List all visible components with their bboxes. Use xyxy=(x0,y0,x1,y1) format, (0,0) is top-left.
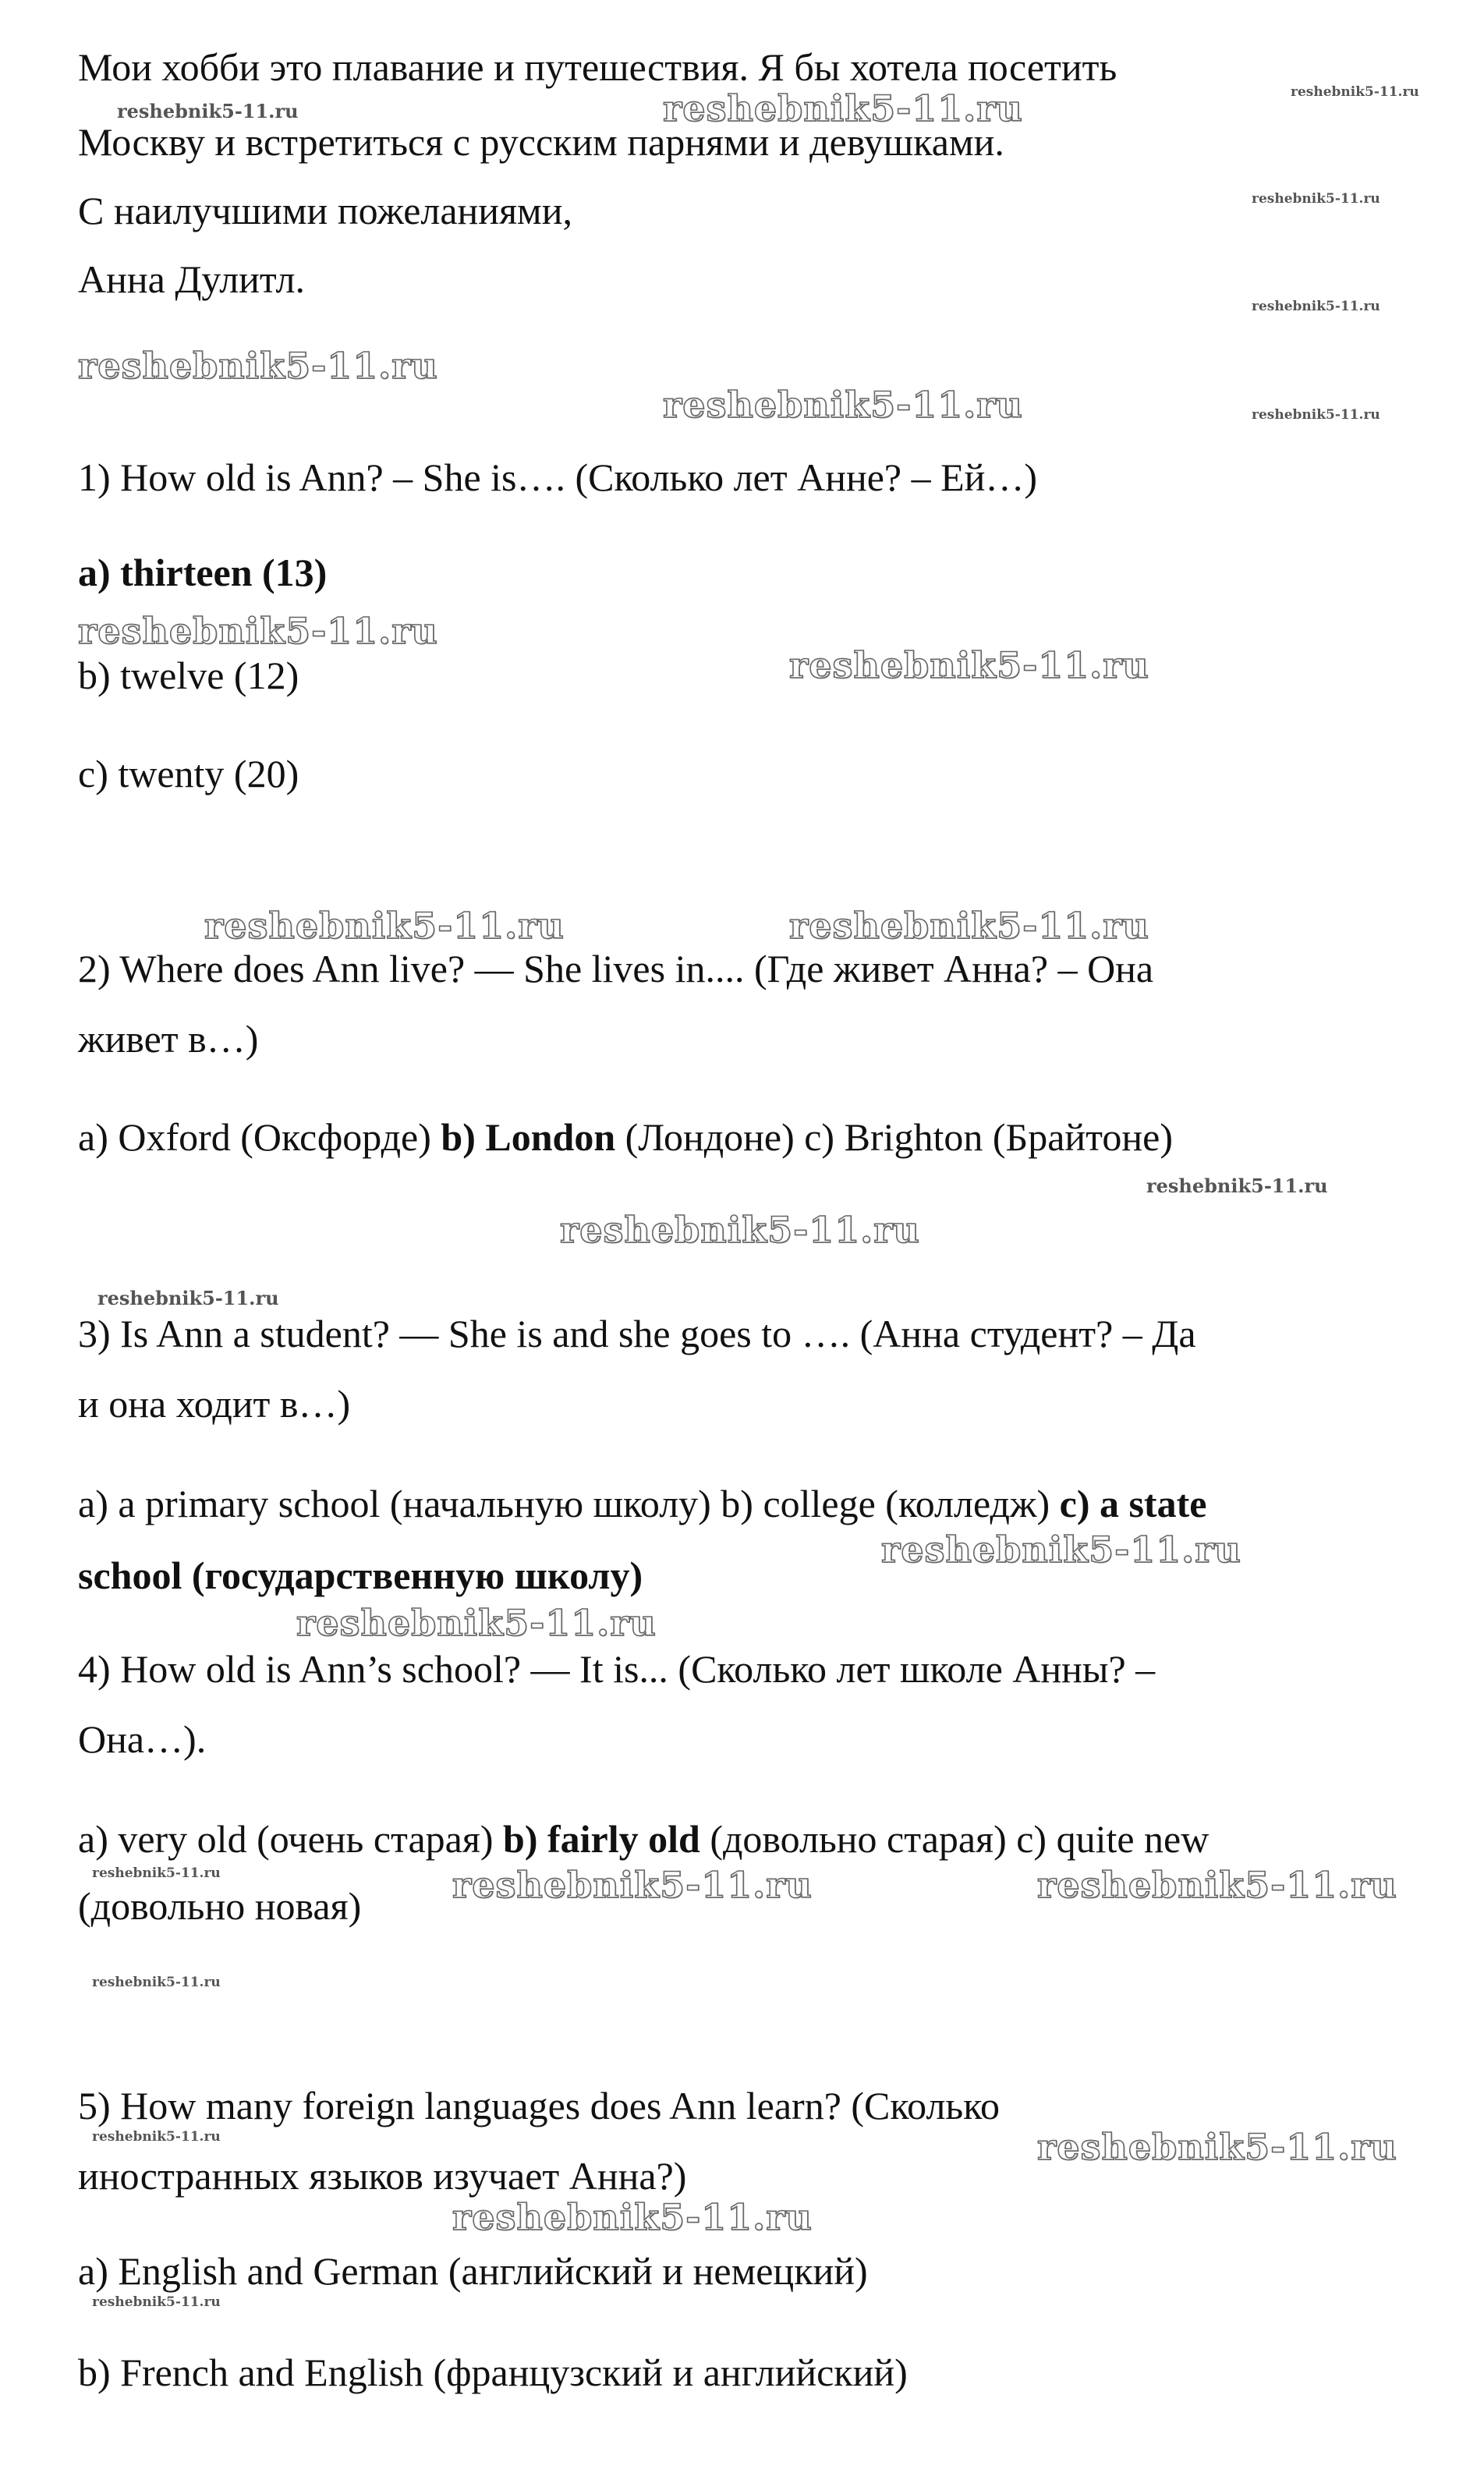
watermark: reshebnik5-11.ru xyxy=(92,1865,221,1881)
watermark: reshebnik5-11.ru xyxy=(560,1209,920,1251)
q4-answer-c-line-2: (довольно новая) xyxy=(78,1884,362,1928)
watermark: reshebnik5-11.ru xyxy=(1252,407,1380,423)
letter-line-2: Москву и встретиться с русским парнями и девушками. xyxy=(78,120,1004,164)
watermark: reshebnik5-11.ru xyxy=(78,610,438,652)
q3-question-line-2: и она ходит в…) xyxy=(78,1382,351,1426)
q5-answer-a: a) English and German (английский и немецкий) xyxy=(78,2249,868,2293)
q3-answer-c-correct: c) a state xyxy=(1059,1482,1207,1525)
q1-answer-b: b) twelve (12) xyxy=(78,654,299,697)
watermark: reshebnik5-11.ru xyxy=(1252,191,1380,207)
watermark: reshebnik5-11.ru xyxy=(204,905,565,947)
letter-signature: Анна Дулитл. xyxy=(78,257,305,301)
q3-answer-c-correct-line-2: school (государственную школу) xyxy=(78,1553,643,1597)
q2-answers xyxy=(78,1103,1173,1171)
q2-question-line-1: 2) Where does Ann live? — She lives in.... (Где живет Анна? – Она xyxy=(78,947,1154,990)
q2-question-line-2: живет в…) xyxy=(78,1017,259,1061)
q1-answer-c: c) twenty (20) xyxy=(78,752,299,795)
watermark: reshebnik5-11.ru xyxy=(1252,299,1380,314)
watermark: reshebnik5-11.ru xyxy=(663,384,1023,426)
watermark: reshebnik5-11.ru xyxy=(1146,1174,1328,1197)
watermark: reshebnik5-11.ru xyxy=(97,1287,279,1309)
q2-answer-a: a) Oxford (Оксфорде) xyxy=(78,1115,441,1159)
q4-question-line-2: Она…). xyxy=(78,1717,207,1761)
watermark: reshebnik5-11.ru xyxy=(1037,1864,1397,1906)
q2-answer-rest: (Лондоне) c) Brighton (Брайтоне) xyxy=(615,1115,1173,1159)
watermark: reshebnik5-11.ru xyxy=(452,1864,813,1906)
watermark: reshebnik5-11.ru xyxy=(881,1529,1241,1571)
letter-line-1: Мои хобби это плавание и путешествия. Я бы хотела посетить xyxy=(78,45,1117,89)
q2-answer-b-correct: b) London xyxy=(441,1115,616,1159)
q3-question-line-1: 3) Is Ann a student? — She is and she goes to …. (Анна студент? – Да xyxy=(78,1312,1196,1355)
q4-question-line-1: 4) How old is Ann’s school? — It is... (Сколько лет школе Анны? – xyxy=(78,1647,1156,1691)
watermark: reshebnik5-11.ru xyxy=(92,2129,221,2145)
watermark: reshebnik5-11.ru xyxy=(452,2196,813,2238)
q4-answers-line-1 xyxy=(78,1805,1209,1873)
q3-answers-line-1 xyxy=(78,1469,1206,1538)
q3-answer-a-b: a) a primary school (начальную школу) b) college (колледж) xyxy=(78,1482,1060,1525)
q5-answer-b: b) French and English (французский и английский) xyxy=(78,2351,908,2394)
q4-answer-rest: (довольно старая) c) quite new xyxy=(699,1817,1210,1861)
q5-question-line-1: 5) How many foreign languages does Ann learn? (Сколько xyxy=(78,2084,1000,2127)
q1-answer-a: a) thirteen (13) xyxy=(78,551,328,594)
watermark: reshebnik5-11.ru xyxy=(789,644,1149,686)
q4-answer-a: a) very old (очень старая) xyxy=(78,1817,504,1861)
watermark: reshebnik5-11.ru xyxy=(1037,2126,1397,2168)
watermark: reshebnik5-11.ru xyxy=(1291,84,1419,100)
letter-closing: С наилучшими пожеланиями, xyxy=(78,189,572,232)
watermark: reshebnik5-11.ru xyxy=(789,905,1149,947)
watermark: reshebnik5-11.ru xyxy=(92,2294,221,2310)
q1-question: 1) How old is Ann? – She is…. (Сколько лет Анне? – Ей…) xyxy=(78,455,1038,499)
watermark: reshebnik5-11.ru xyxy=(296,1602,657,1644)
q5-question-line-2: иностранных языков изучает Анна?) xyxy=(78,2154,687,2198)
q4-answer-b-correct: b) fairly old xyxy=(503,1817,700,1861)
watermark: reshebnik5-11.ru xyxy=(117,100,299,122)
watermark: reshebnik5-11.ru xyxy=(78,345,438,387)
watermark: reshebnik5-11.ru xyxy=(92,1975,221,1990)
watermark: reshebnik5-11.ru xyxy=(663,87,1023,129)
